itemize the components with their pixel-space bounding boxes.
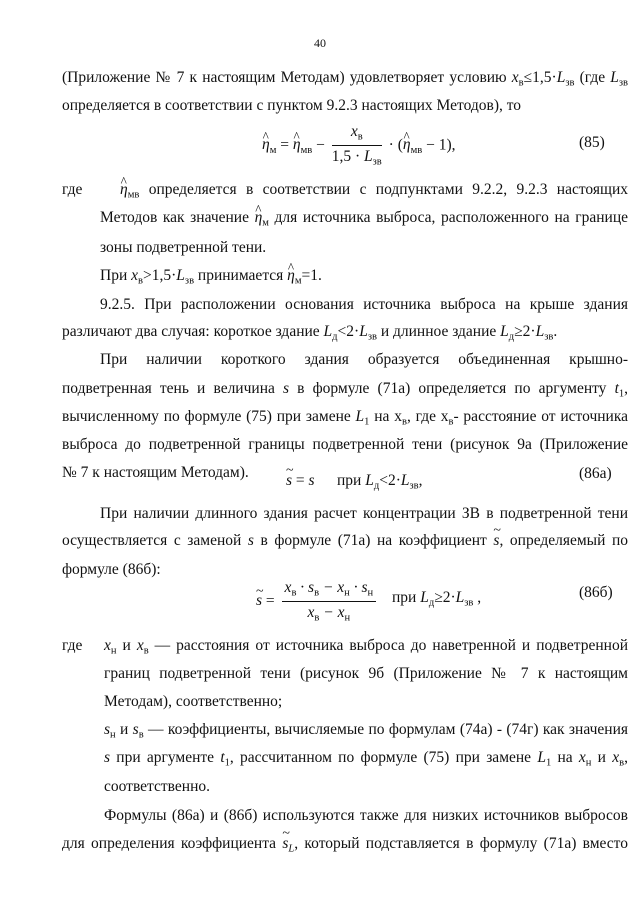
text-line-14: При наличии длинного здания расчет концентрации ЗВ в подветренной тени: [100, 505, 628, 522]
text-line-4: Методов как значение ^ $\eta_м$ для источника выброса, расположенного на границе: [100, 210, 628, 229]
text-line-18: границ подветренной тени (рисунок 9б (Приложение № 7 к настоящим: [104, 665, 628, 682]
equation-86a: ~ s = s: [286, 473, 315, 489]
equation-86b-condition: при $L_д\ge 2\cdot L_{зв}$ ,: [392, 589, 482, 609]
text-line-11: вычисленному по формуле (75) при замене $L_1$ на $x_в$, где $x_в-$ расстояние от источника: [62, 408, 628, 428]
text-line-17: где: [62, 637, 83, 654]
text-line-16: формуле (86б):: [62, 561, 161, 578]
equation-85: ^ $\eta_м$ = ^ $\eta_{мв}$ − $\frac{x_в}{1,5 \cdot L_{зв}}$ · (^ $\eta_{мв} - 1$),: [262, 124, 455, 168]
text-line-10: подветренная тень и величина s в формуле (71а) определяется по аргументу $t_1$,: [62, 380, 629, 400]
equation-number-85: (85): [579, 134, 605, 151]
text-line-15: осуществляется с заменой s в формуле (71а) на коэффициент ~ s, определяемый по: [62, 533, 628, 549]
text-line-23: Формулы (86а) и (86б) используются также для низких источников выбросов: [104, 807, 628, 824]
equation-number-86a: (86а): [579, 465, 612, 482]
text-line-9: При наличии короткого здания образуется объединенная крышно-: [100, 351, 628, 368]
text-line-13: № 7 к настоящим Методам).: [62, 464, 249, 481]
text-line-17-body: $x_н$ и $x_в$ — расстояния от источника выброса до наветренной и подветренной: [104, 637, 629, 657]
text-line-22: соответственно.: [104, 778, 210, 795]
equation-86b: ~ s = $\frac{x_в \cdot s_в - x_н \cdot s_н}{x_в - x_н}$: [256, 580, 379, 624]
text-line-12: выброса до подветренной границы подветренной тени (рисунок 9а (Приложение: [62, 436, 628, 453]
text-line-5: зоны подветренной тени.: [100, 239, 267, 256]
text-line-3-body: ^ $\eta_{мв}$ определяется в соответствии с подпунктами 9.2.2, 9.2.3 настоящих: [120, 182, 628, 201]
text-line-24: для определения коэффициента ~ $s_L$, который подставляется в формулу (71а) вместо: [62, 836, 628, 855]
text-line-20: $s_н$ и $s_в$ — коэффициенты, вычисляемые по формулам (74а) - (74г) как значения: [104, 721, 629, 741]
text-line-21: s при аргументе $t_1$, рассчитанном по формуле (75) при замене $L_1$ на $x_н$ и $x_в$,: [104, 749, 628, 769]
page-number: 40: [314, 36, 326, 50]
text-line-2: определяется в соответствии с пунктом 9.2.3 настоящих Методов), то: [62, 97, 522, 114]
text-line-1: (Приложение № 7 к настоящим Методам) удовлетворяет условию $x_в\le 1,5\cdot L_{зв}$ (где $L_{зв}$: [62, 69, 628, 89]
text-line-19: Методам), соответственно;: [104, 693, 283, 710]
equation-number-86b: (86б): [579, 584, 613, 601]
text-line-8: различают два случая: короткое здание $L_д<2\cdot L_{зв}$ и длинное здание $L_д\ge 2\cdot L_{зв}$.: [62, 323, 558, 343]
equation-86a-condition: при $L_д<2\cdot L_{зв}$,: [337, 472, 423, 492]
text-line-7: 9.2.5. При расположении основания источника выброса на крыше здания: [100, 296, 628, 313]
text-line-3: где: [62, 181, 83, 198]
text-line-6: При $x_в>1,5\cdot L_{зв}$ принимается ^ $\eta_м=1$.: [100, 268, 322, 287]
